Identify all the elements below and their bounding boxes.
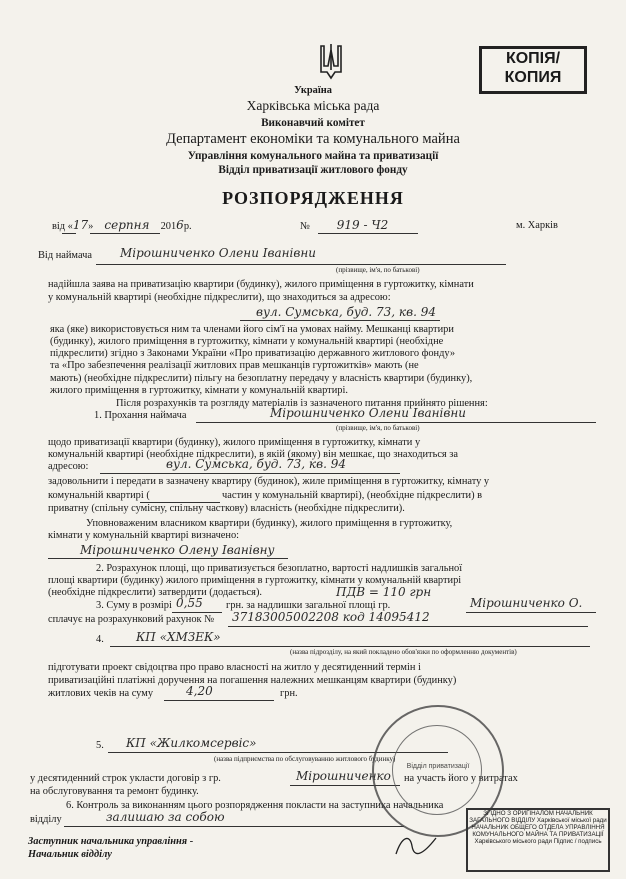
body-line-6: та «Про забезпечення реалізації житлових прав мешканців гуртожитків» мають (не <box>50 360 419 371</box>
body-line-14b: частин у комунальній квартирі), (необхідне підкреслити) в <box>222 490 483 501</box>
contract-name-handwritten: Мірошниченко <box>296 769 391 783</box>
body-line-18: підготувати проект свідоцтва про право власності на житло у десятиденний термін і <box>48 662 421 673</box>
body-line-17: кімнати у комунальній квартирі визначено: <box>48 530 240 541</box>
body-line-13: задовольнити і передати в зазначену квартиру (будинок), жиле приміщення в гуртожитку, кімнату у <box>48 476 490 487</box>
item3-name-handwritten: Мірошниченко О. <box>470 596 583 610</box>
body-line-21a: у десятиденний строк укласти договір з гр. <box>30 773 221 784</box>
item3-account-label: сплачує на розрахунковий рахунок № <box>48 614 215 625</box>
item4-label: 4. <box>96 634 104 645</box>
item5-caption: (назва підприємства по обслуговуванню житлового будинку) <box>214 755 396 763</box>
item2-line-b: площі квартири (будинку) жилого приміщення в гуртожитку, кімнати у комунальній квартирі <box>48 575 462 586</box>
item4-handwritten: КП «ХМЗЕК» <box>136 630 221 644</box>
body-line-14a: комунальній квартирі ( <box>48 490 150 501</box>
body-line-21b: на участь його у витратах <box>404 773 518 784</box>
body-line-5: підкреслити) згідно з Законами України «Про приватизацію державного житлового фонду» <box>50 348 456 359</box>
executive-committee-line: Виконавчий комітет <box>261 117 365 129</box>
department-line: Департамент економіки та комунального майна <box>166 131 460 147</box>
certification-stamp: ЗГІДНО З ОРИГІНАЛОМ НАЧАЛЬНИК ЗАГАЛЬНОГО ВІДДІЛУ Харківської міської ради НАЧАЛЬНИК ОБЩЕГО ОТДЕЛА УПРАВЛІННЯ КОМУНАЛЬНОГО МАЙНА ТА ПРИВАТИЗАЦІЇ Харківського міського ради Підпис / подпись <box>466 808 610 872</box>
trident-emblem-icon <box>318 42 344 85</box>
item5-handwritten: КП «Жилкомсервіс» <box>126 736 257 750</box>
body-line-12: адресою: <box>48 461 89 472</box>
body-line-2: у комунальній квартирі (необхідне підкреслити), що знаходиться за адресою: <box>48 292 391 303</box>
item5-label: 5. <box>96 740 104 751</box>
copy-stamp: КОПІЯ/ КОПИЯ <box>479 46 587 94</box>
item1-caption: (прізвище, ім'я, по батькові) <box>336 424 420 432</box>
item6: 6. Контроль за виконанням цього розпорядження покласти на заступника начальника <box>66 800 444 811</box>
item1-name-handwritten: Мірошниченко Олени Іванівни <box>270 406 466 420</box>
body-line-8: жилого приміщення в гуртожитку, кімнати у комунальній квартирі. <box>50 385 348 396</box>
body-line-4: (будинку), жилого приміщення в гуртожитку, кімнати у комунальній квартирі (необхідне <box>50 336 444 347</box>
body-line-7: мають) (необхідне підкреслити) пільгу на безоплатну передачу у власність квартири (будинку), <box>50 373 473 384</box>
body-line-22: на обслуговування та ремонт будинку. <box>30 786 199 797</box>
body-line-15: приватну (спільну сумісну, спільну часткову) власність (необхідне підкреслити). <box>48 503 405 514</box>
document-title: РОЗПОРЯДЖЕННЯ <box>222 188 404 208</box>
cheque-sum-handwritten: 4,20 <box>186 684 213 698</box>
address-handwritten: вул. Сумська, буд. 73, кв. 94 <box>256 305 436 319</box>
applicant-name: Мірошниченко Олени Іванівни <box>120 246 316 260</box>
document-number: № 919 - Ч2 <box>300 218 389 232</box>
body-line-16: Уповноваженим власником квартири (будинку), жилого приміщення в гуртожитку, <box>86 518 453 529</box>
body-line-11: комунальній квартирі (необхідне підкреслити), в якій (якому) він мешкає, що знаходиться за <box>48 449 459 460</box>
item2-handwritten: ПДВ = 110 грн <box>336 585 432 599</box>
date-line: від «17» серпня 2016р. <box>52 218 192 232</box>
item3-sum: 0,55 <box>176 596 203 610</box>
country-line: Україна <box>294 85 332 96</box>
decision-intro: Після розрахунків та розгляду матеріалів із зазначеного питання прийнято рішення: <box>116 398 488 409</box>
applicant-caption: (прізвище, ім'я, по батькові) <box>336 266 420 274</box>
item3-label: 3. Суму в розмірі <box>96 600 172 611</box>
round-seal: Відділ приватизації <box>372 705 504 837</box>
signatory-title-2: Начальник відділу <box>28 849 112 860</box>
body-line-20b: грн. <box>280 688 298 699</box>
city-council-line: Харківська міська рада <box>246 98 380 113</box>
body-line-1: надійшла заява на приватизацію квартири (будинку), жилого приміщення в гуртожитку, кімнати <box>48 279 474 290</box>
item3-mid: грн. за надлишки загальної площі гр. <box>226 600 391 611</box>
division-line: Відділ приватизації житлового фонду <box>218 164 408 176</box>
body-line-10: щодо приватизації квартири (будинку), жилого приміщення в гуртожитку, кімнати у <box>48 437 421 448</box>
body-line-20a: житлових чеків на суму <box>48 688 154 699</box>
body-line-23a: відділу <box>30 814 62 825</box>
control-handwritten: залишаю за собою <box>106 810 225 824</box>
item3-account: 37183005002208 код 14095412 <box>232 610 430 624</box>
item2-line-c: (необхідне підкреслити) затвердити (додається). <box>48 587 263 598</box>
owner-handwritten: Мірошниченко Олену Іванівну <box>80 543 275 557</box>
body-line-3: яка (яке) використовується ним та членами його сім'ї на умовах найму. Мешканці квартири <box>50 324 454 335</box>
body-line-19: приватизаційні платіжні доручення на погашення належних мешканцям квартири (будинку) <box>48 675 457 686</box>
item2-line-a: 2. Розрахунок площі, що приватизується безоплатно, вартості надлишків загальної <box>96 563 463 574</box>
city-label: м. Харків <box>516 220 558 231</box>
directorate-line: Управління комунального майна та приватизації <box>187 150 439 162</box>
signatory-title-1: Заступник начальника управління - <box>28 836 194 847</box>
item4-caption: (назва підрозділу, на який покладено обов'язки по оформленню документів) <box>290 648 517 656</box>
address2-handwritten: вул. Сумська, буд. 73, кв. 94 <box>166 457 346 471</box>
applicant-label: Від наймача <box>38 250 92 261</box>
item1-label: 1. Прохання наймача <box>94 410 187 421</box>
